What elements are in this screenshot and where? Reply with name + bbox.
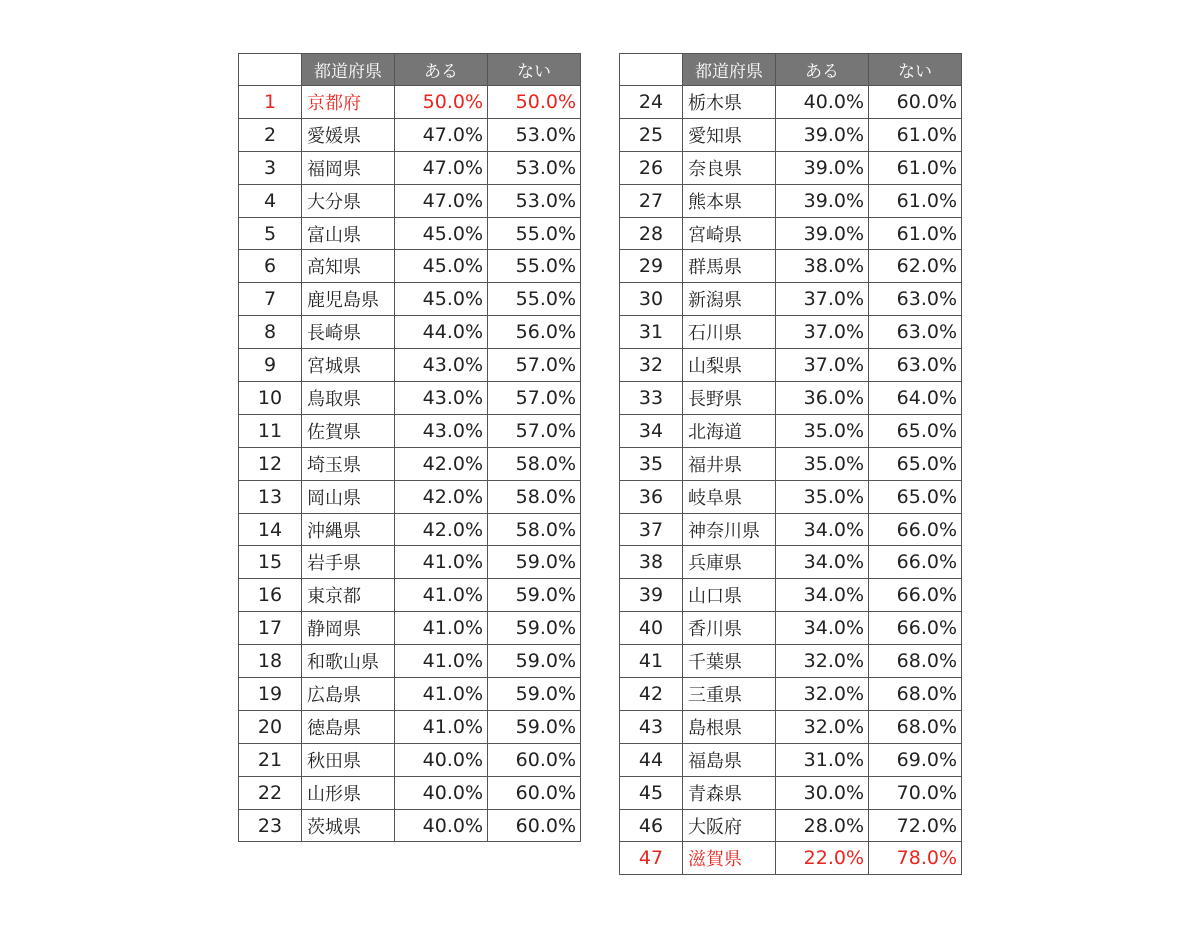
table-row [620,579,962,612]
prefecture-cell: 奈良県 [683,151,776,184]
table-row [620,316,962,349]
rank-cell: 31 [620,316,683,349]
prefecture-cell: 佐賀県 [302,414,395,447]
prefecture-cell: 岩手県 [302,546,395,579]
table-row [620,86,962,119]
no-percent-cell: 53.0% [488,118,581,151]
no-percent-cell: 60.0% [869,86,962,119]
yes-percent-cell: 35.0% [776,447,869,480]
prefecture-cell: 愛媛県 [302,118,395,151]
yes-percent-cell: 22.0% [776,842,869,875]
prefecture-cell: 和歌山県 [302,645,395,678]
table-row [620,118,962,151]
no-percent-cell: 59.0% [488,710,581,743]
table-row [239,414,581,447]
prefecture-cell: 青森県 [683,776,776,809]
yes-percent-cell: 41.0% [395,612,488,645]
no-percent-cell: 68.0% [869,645,962,678]
prefecture-cell: 高知県 [302,250,395,283]
prefecture-cell: 京都府 [302,86,395,119]
no-percent-cell: 60.0% [488,743,581,776]
yes-percent-cell: 39.0% [776,118,869,151]
table-row [239,447,581,480]
table-row [620,349,962,382]
no-percent-cell: 59.0% [488,612,581,645]
table-row [239,579,581,612]
table-row [620,414,962,447]
prefecture-cell: 鹿児島県 [302,283,395,316]
rank-cell: 1 [239,86,302,119]
yes-percent-cell: 42.0% [395,480,488,513]
rank-cell: 21 [239,743,302,776]
yes-percent-cell: 47.0% [395,151,488,184]
prefecture-cell: 三重県 [683,678,776,711]
prefecture-cell: 広島県 [302,678,395,711]
no-percent-cell: 57.0% [488,349,581,382]
rank-cell: 25 [620,118,683,151]
yes-percent-cell: 32.0% [776,710,869,743]
prefecture-cell: 島根県 [683,710,776,743]
table-row [620,776,962,809]
no-percent-cell: 65.0% [869,447,962,480]
table-row [239,678,581,711]
prefecture-cell: 兵庫県 [683,546,776,579]
rank-cell: 12 [239,447,302,480]
rank-cell: 44 [620,743,683,776]
table-row [239,316,581,349]
rank-cell: 4 [239,184,302,217]
rank-cell: 38 [620,546,683,579]
yes-percent-cell: 47.0% [395,118,488,151]
yes-percent-cell: 35.0% [776,480,869,513]
no-percent-cell: 60.0% [488,809,581,842]
no-percent-cell: 58.0% [488,480,581,513]
table-row [620,743,962,776]
prefecture-cell: 岡山県 [302,480,395,513]
table-row [239,710,581,743]
prefecture-cell: 福島県 [683,743,776,776]
header-yes: ある [395,54,488,86]
table-row [620,217,962,250]
rank-cell: 24 [620,86,683,119]
table-row [239,382,581,415]
no-percent-cell: 66.0% [869,612,962,645]
prefecture-cell: 新潟県 [683,283,776,316]
no-percent-cell: 66.0% [869,579,962,612]
rank-cell: 8 [239,316,302,349]
header-rank [620,54,683,86]
no-percent-cell: 65.0% [869,414,962,447]
yes-percent-cell: 45.0% [395,217,488,250]
yes-percent-cell: 28.0% [776,809,869,842]
no-percent-cell: 64.0% [869,382,962,415]
yes-percent-cell: 41.0% [395,710,488,743]
rank-cell: 39 [620,579,683,612]
rank-cell: 28 [620,217,683,250]
yes-percent-cell: 39.0% [776,151,869,184]
prefecture-cell: 長野県 [683,382,776,415]
prefecture-cell: 山形県 [302,776,395,809]
no-percent-cell: 59.0% [488,645,581,678]
rank-cell: 33 [620,382,683,415]
prefecture-cell: 富山県 [302,217,395,250]
no-percent-cell: 53.0% [488,151,581,184]
header-prefecture: 都道府県 [683,54,776,86]
no-percent-cell: 61.0% [869,151,962,184]
table-row [620,283,962,316]
rank-cell: 30 [620,283,683,316]
no-percent-cell: 55.0% [488,283,581,316]
rank-cell: 20 [239,710,302,743]
no-percent-cell: 68.0% [869,678,962,711]
no-percent-cell: 69.0% [869,743,962,776]
no-percent-cell: 62.0% [869,250,962,283]
prefecture-cell: 埼玉県 [302,447,395,480]
no-percent-cell: 70.0% [869,776,962,809]
prefecture-cell: 香川県 [683,612,776,645]
yes-percent-cell: 41.0% [395,645,488,678]
yes-percent-cell: 41.0% [395,678,488,711]
yes-percent-cell: 36.0% [776,382,869,415]
prefecture-cell: 岐阜県 [683,480,776,513]
ranking-table-right [619,53,962,875]
table-row [620,382,962,415]
rank-cell: 36 [620,480,683,513]
rank-cell: 41 [620,645,683,678]
prefecture-cell: 宮崎県 [683,217,776,250]
no-percent-cell: 59.0% [488,678,581,711]
prefecture-cell: 長崎県 [302,316,395,349]
prefecture-cell: 東京都 [302,579,395,612]
no-percent-cell: 65.0% [869,480,962,513]
header-prefecture: 都道府県 [302,54,395,86]
yes-percent-cell: 41.0% [395,579,488,612]
no-percent-cell: 66.0% [869,513,962,546]
prefecture-cell: 千葉県 [683,645,776,678]
rank-cell: 26 [620,151,683,184]
no-percent-cell: 63.0% [869,316,962,349]
table-header-row [620,54,962,86]
yes-percent-cell: 34.0% [776,546,869,579]
yes-percent-cell: 35.0% [776,414,869,447]
prefecture-cell: 茨城県 [302,809,395,842]
prefecture-cell: 秋田県 [302,743,395,776]
table-row [239,250,581,283]
prefecture-cell: 宮城県 [302,349,395,382]
yes-percent-cell: 34.0% [776,579,869,612]
rank-cell: 35 [620,447,683,480]
no-percent-cell: 61.0% [869,184,962,217]
yes-percent-cell: 43.0% [395,382,488,415]
yes-percent-cell: 50.0% [395,86,488,119]
no-percent-cell: 50.0% [488,86,581,119]
yes-percent-cell: 40.0% [395,743,488,776]
prefecture-cell: 徳島県 [302,710,395,743]
yes-percent-cell: 37.0% [776,283,869,316]
yes-percent-cell: 40.0% [395,776,488,809]
table-row [239,217,581,250]
table-body-right [620,86,962,875]
table-row [239,151,581,184]
no-percent-cell: 61.0% [869,118,962,151]
table-row [620,184,962,217]
yes-percent-cell: 39.0% [776,184,869,217]
no-percent-cell: 55.0% [488,217,581,250]
rank-cell: 42 [620,678,683,711]
yes-percent-cell: 42.0% [395,513,488,546]
no-percent-cell: 58.0% [488,447,581,480]
no-percent-cell: 66.0% [869,546,962,579]
yes-percent-cell: 45.0% [395,250,488,283]
rank-cell: 11 [239,414,302,447]
rank-cell: 32 [620,349,683,382]
table-row [620,710,962,743]
prefecture-cell: 大阪府 [683,809,776,842]
table-row [239,809,581,842]
table-row [620,842,962,875]
rank-cell: 43 [620,710,683,743]
table-row [239,86,581,119]
yes-percent-cell: 38.0% [776,250,869,283]
yes-percent-cell: 37.0% [776,349,869,382]
table-row [239,513,581,546]
yes-percent-cell: 34.0% [776,513,869,546]
no-percent-cell: 72.0% [869,809,962,842]
table-body-left [239,86,581,842]
table-row [620,250,962,283]
rank-cell: 45 [620,776,683,809]
no-percent-cell: 53.0% [488,184,581,217]
prefecture-cell: 神奈川県 [683,513,776,546]
yes-percent-cell: 32.0% [776,645,869,678]
table-row [620,612,962,645]
yes-percent-cell: 42.0% [395,447,488,480]
prefecture-cell: 石川県 [683,316,776,349]
rank-cell: 27 [620,184,683,217]
table-row [239,349,581,382]
yes-percent-cell: 34.0% [776,612,869,645]
no-percent-cell: 78.0% [869,842,962,875]
prefecture-cell: 熊本県 [683,184,776,217]
header-no: ない [488,54,581,86]
yes-percent-cell: 40.0% [776,86,869,119]
no-percent-cell: 55.0% [488,250,581,283]
prefecture-cell: 静岡県 [302,612,395,645]
no-percent-cell: 56.0% [488,316,581,349]
rank-cell: 10 [239,382,302,415]
header-yes: ある [776,54,869,86]
rank-cell: 34 [620,414,683,447]
rank-cell: 40 [620,612,683,645]
prefecture-cell: 沖縄県 [302,513,395,546]
table-row [239,283,581,316]
yes-percent-cell: 47.0% [395,184,488,217]
table-row [239,546,581,579]
yes-percent-cell: 32.0% [776,678,869,711]
no-percent-cell: 63.0% [869,283,962,316]
table-row [239,776,581,809]
prefecture-cell: 愛知県 [683,118,776,151]
rank-cell: 46 [620,809,683,842]
rank-cell: 23 [239,809,302,842]
table-row [239,645,581,678]
rank-cell: 2 [239,118,302,151]
yes-percent-cell: 45.0% [395,283,488,316]
rank-cell: 5 [239,217,302,250]
rank-cell: 6 [239,250,302,283]
yes-percent-cell: 41.0% [395,546,488,579]
prefecture-cell: 群馬県 [683,250,776,283]
prefecture-cell: 山梨県 [683,349,776,382]
table-row [620,809,962,842]
no-percent-cell: 57.0% [488,414,581,447]
table-row [620,480,962,513]
rank-cell: 22 [239,776,302,809]
no-percent-cell: 68.0% [869,710,962,743]
rank-cell: 7 [239,283,302,316]
prefecture-cell: 福井県 [683,447,776,480]
no-percent-cell: 63.0% [869,349,962,382]
rank-cell: 15 [239,546,302,579]
rank-cell: 47 [620,842,683,875]
table-row [239,743,581,776]
no-percent-cell: 58.0% [488,513,581,546]
table-header-row [239,54,581,86]
no-percent-cell: 57.0% [488,382,581,415]
table-row [620,513,962,546]
table-row [239,184,581,217]
yes-percent-cell: 30.0% [776,776,869,809]
table-row [620,151,962,184]
yes-percent-cell: 44.0% [395,316,488,349]
no-percent-cell: 61.0% [869,217,962,250]
table-row [620,447,962,480]
ranking-table-left [238,53,581,842]
header-rank [239,54,302,86]
no-percent-cell: 59.0% [488,546,581,579]
table-row [239,612,581,645]
table-row [239,480,581,513]
prefecture-cell: 福岡県 [302,151,395,184]
prefecture-cell: 滋賀県 [683,842,776,875]
table-row [620,546,962,579]
rank-cell: 16 [239,579,302,612]
rank-cell: 9 [239,349,302,382]
prefecture-cell: 鳥取県 [302,382,395,415]
yes-percent-cell: 43.0% [395,349,488,382]
no-percent-cell: 60.0% [488,776,581,809]
table-row [620,645,962,678]
yes-percent-cell: 37.0% [776,316,869,349]
rank-cell: 14 [239,513,302,546]
header-no: ない [869,54,962,86]
rank-cell: 18 [239,645,302,678]
no-percent-cell: 59.0% [488,579,581,612]
rank-cell: 3 [239,151,302,184]
yes-percent-cell: 31.0% [776,743,869,776]
prefecture-cell: 大分県 [302,184,395,217]
rank-cell: 13 [239,480,302,513]
prefecture-cell: 栃木県 [683,86,776,119]
yes-percent-cell: 39.0% [776,217,869,250]
table-row [239,118,581,151]
prefecture-cell: 山口県 [683,579,776,612]
prefecture-cell: 北海道 [683,414,776,447]
rank-cell: 17 [239,612,302,645]
yes-percent-cell: 43.0% [395,414,488,447]
yes-percent-cell: 40.0% [395,809,488,842]
rank-cell: 29 [620,250,683,283]
rank-cell: 37 [620,513,683,546]
table-row [620,678,962,711]
rank-cell: 19 [239,678,302,711]
